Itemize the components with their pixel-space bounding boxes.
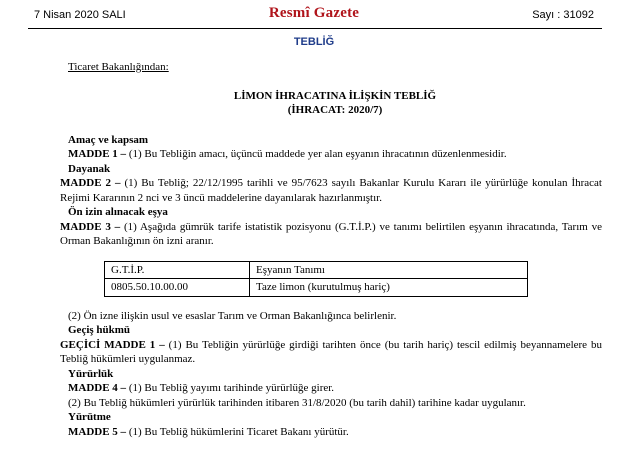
article-3 — [60, 220, 602, 249]
document-title: LİMON İHRACATINA İLİŞKİN TEBLİĞ — [233, 89, 437, 102]
document-body — [60, 60, 602, 439]
article-text: (1) Bu Tebliğ hükümlerini Ticaret Bakanı yürütür. — [126, 425, 349, 438]
gtip-table — [104, 261, 528, 297]
issuing-ministry: Ticaret Bakanlığından: — [68, 61, 169, 73]
header-divider — [28, 28, 602, 29]
article-label: MADDE 5 – — [68, 425, 127, 438]
heading-transition: Geçiş hükmü — [68, 324, 131, 336]
heading-pre-permit: Ön izin alınacak eşya — [68, 206, 168, 218]
issue-number: Sayı : 31092 — [532, 9, 594, 21]
article-4 — [68, 381, 602, 396]
table-header-row — [105, 261, 528, 279]
article-1 — [68, 147, 602, 162]
article-label: MADDE 2 – — [60, 177, 121, 189]
article-2 — [60, 176, 602, 205]
table-header-gtip: G.T.İ.P. — [105, 261, 250, 279]
article-label: MADDE 1 – — [68, 148, 127, 160]
article-text: (1) Bu Tebliğin amacı, üçüncü maddede yer alan eşyanın ihracatının düzenlenmesidir. — [126, 148, 507, 160]
article-text: (1) Bu Tebliğ; 22/12/1995 tarihli ve 95/7623 sayılı Bakanlar Kurulu Kararı ile yürürlüğe konulan İhracat Rejimi Kararının 2 nci ve 3 üncü maddelerine dayanılarak hazırlanmıştır. — [60, 177, 602, 204]
publication-date: 7 Nisan 2020 SALI — [34, 9, 126, 21]
section-title: TEBLİĞ — [293, 36, 335, 48]
heading-execution: Yürütme — [68, 411, 111, 423]
table-cell-gtip: 0805.50.10.00.00 — [105, 279, 250, 297]
heading-enforcement: Yürürlük — [68, 367, 114, 380]
provisional-article-1 — [60, 338, 602, 367]
article-text: (1) Bu Tebliğin yürürlüğe girdiği tarihten önce (bu tarih hariç) tescil edilmiş beyannamelere bu Tebliğ hükümleri uygulanmaz. — [60, 338, 602, 365]
gazette-title[interactable]: Resmî Gazete — [268, 5, 360, 21]
gtip-table-wrapper — [104, 261, 602, 297]
document-subtitle: (İHRACAT: 2020/7) — [287, 104, 383, 116]
article-3-paragraph-2: (2) Ön izne ilişkin usul ve esaslar Tarım ve Orman Bakanlığınca belirlenir. — [68, 309, 397, 322]
article-label: MADDE 3 – — [60, 220, 121, 233]
table-header-description: Eşyanın Tanımı — [250, 261, 528, 279]
article-label: GEÇİCİ MADDE 1 – — [60, 338, 165, 351]
article-5 — [68, 425, 602, 440]
article-4-paragraph-2: (2) Bu Tebliğ hükümleri yürürlük tarihinden itibaren 31/8/2020 (bu tarih dahil) tarihine kadar uygulanır. — [68, 396, 526, 409]
heading-purpose: Amaç ve kapsam — [68, 133, 149, 146]
table-row — [105, 279, 528, 297]
article-text: (1) Aşağıda gümrük tarife istatistik pozisyonu (G.T.İ.P.) ve tanımı belirtilen eşyanın ihracatında, Tarım ve Orman Bakanlığının ön izni aranır. — [60, 220, 602, 247]
table-cell-description: Taze limon (kurutulmuş hariç) — [250, 279, 528, 297]
article-text: (1) Bu Tebliğ yayımı tarihinde yürürlüğe girer. — [126, 382, 335, 394]
article-label: MADDE 4 – — [68, 382, 127, 394]
heading-basis: Dayanak — [68, 162, 111, 175]
